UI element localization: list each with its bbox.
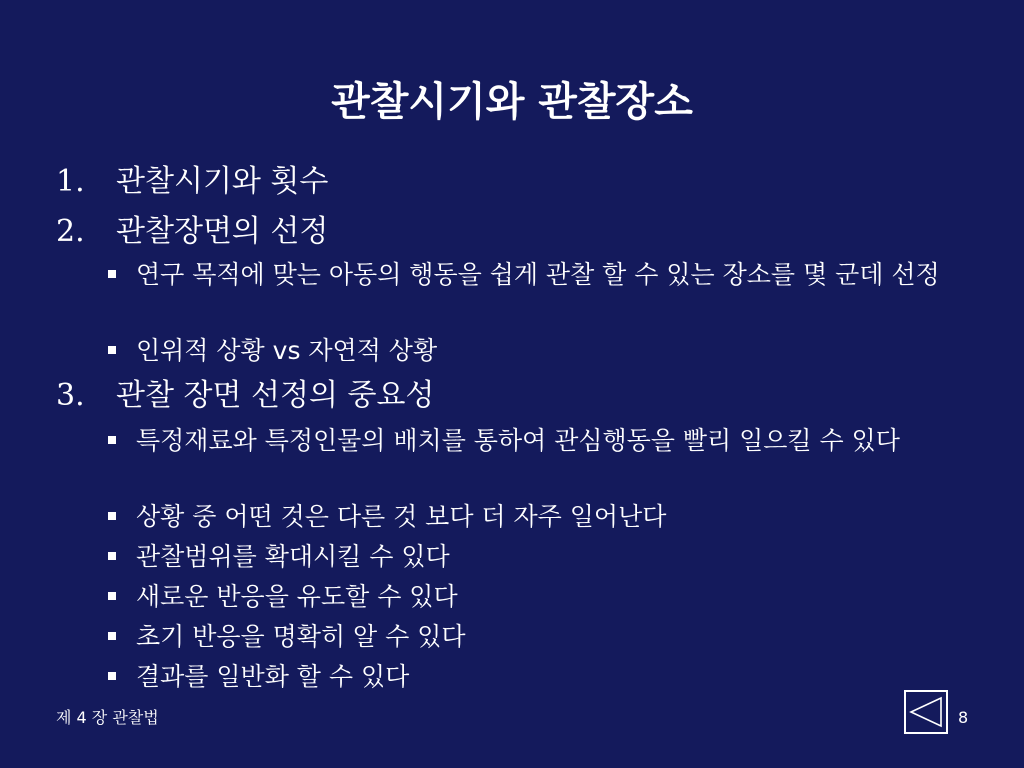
bullet-icon bbox=[108, 436, 116, 444]
sub-item-text: 특정재료와 특정인물의 배치를 통하여 관심행동을 빨리 일으킬 수 있다 bbox=[136, 426, 900, 455]
sub-item-text: 상황 중 어떤 것은 다른 것 보다 더 자주 일어난다 bbox=[136, 502, 667, 531]
list-item-1 bbox=[56, 162, 328, 202]
bullet-icon bbox=[108, 512, 116, 520]
previous-slide-button[interactable] bbox=[904, 690, 948, 734]
bullet-icon bbox=[108, 672, 116, 680]
sub-item-text: 연구 목적에 맞는 아동의 행동을 쉽게 관찰 할 수 있는 장소를 몇 군데 선정 bbox=[136, 260, 940, 289]
page-number: 8 bbox=[958, 708, 969, 727]
sub-item bbox=[108, 580, 968, 614]
list-item-text: 관찰시기와 횟수 bbox=[116, 164, 329, 199]
previous-triangle-icon bbox=[906, 692, 946, 732]
sub-item bbox=[108, 660, 968, 694]
list-item-2 bbox=[56, 212, 328, 252]
list-item-number: 2. bbox=[56, 214, 85, 249]
bullet-icon bbox=[108, 270, 116, 278]
sub-item bbox=[108, 540, 968, 574]
sub-item-text: 인위적 상황 vs 자연적 상황 bbox=[136, 336, 438, 365]
sub-item bbox=[108, 424, 968, 458]
sub-item-text: 초기 반응을 명확히 알 수 있다 bbox=[136, 622, 466, 651]
sub-item-text: 새로운 반응을 유도할 수 있다 bbox=[136, 582, 458, 611]
bullet-icon bbox=[108, 552, 116, 560]
bullet-icon bbox=[108, 592, 116, 600]
list-item-3 bbox=[56, 376, 434, 416]
list-item-number: 1. bbox=[56, 164, 85, 199]
bullet-icon bbox=[108, 632, 116, 640]
list-item-number: 3. bbox=[56, 378, 85, 413]
sub-item bbox=[108, 500, 968, 534]
slide-title: 관찰시기와 관찰장소 bbox=[331, 78, 693, 125]
sub-item bbox=[108, 334, 968, 368]
bullet-icon bbox=[108, 346, 116, 354]
list-item-text: 관찰 장면 선정의 중요성 bbox=[116, 378, 435, 413]
sub-item bbox=[108, 620, 968, 654]
footer-chapter: 제 4 장 관찰법 bbox=[56, 708, 159, 727]
sub-item-text: 관찰범위를 확대시킬 수 있다 bbox=[136, 542, 450, 571]
sub-item bbox=[108, 258, 968, 292]
list-item-text: 관찰장면의 선정 bbox=[116, 214, 329, 249]
sub-item-text: 결과를 일반화 할 수 있다 bbox=[136, 662, 410, 691]
